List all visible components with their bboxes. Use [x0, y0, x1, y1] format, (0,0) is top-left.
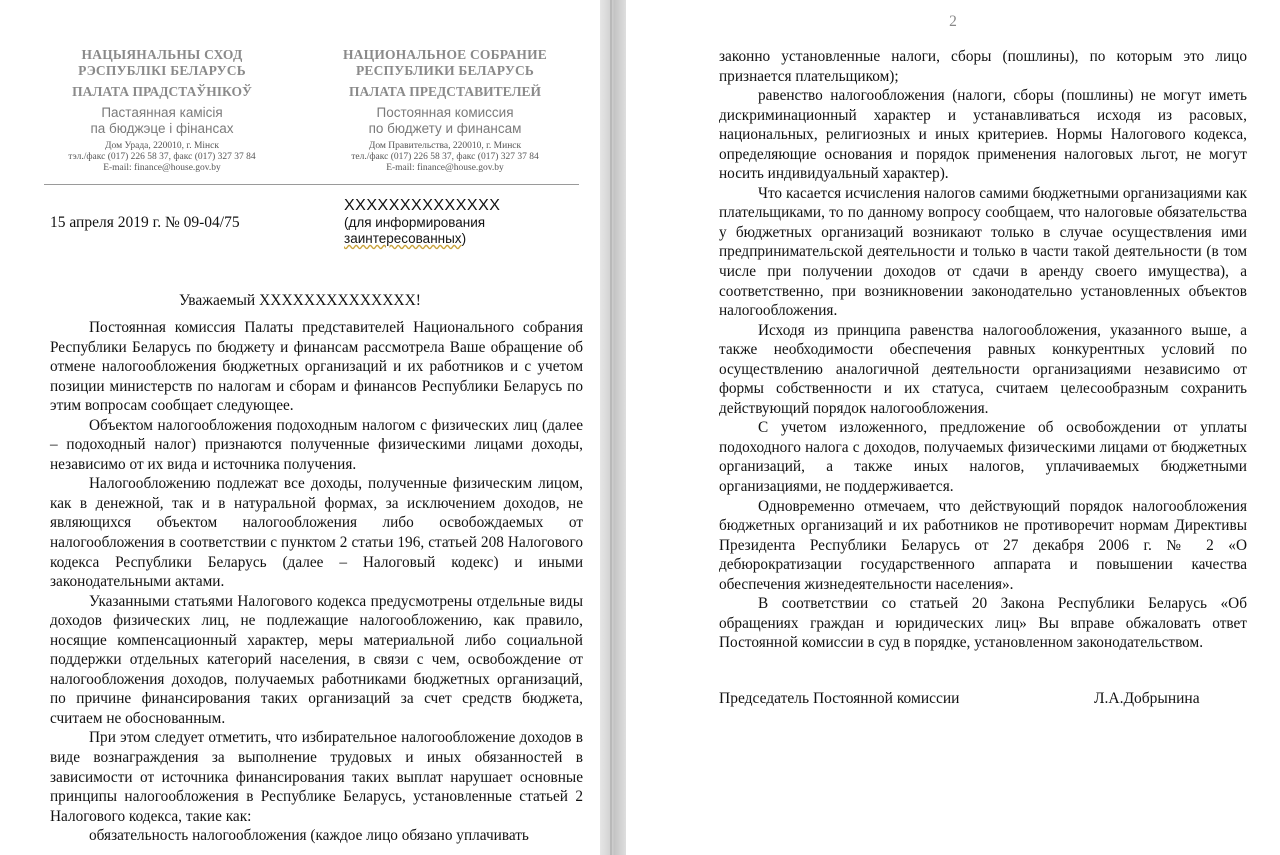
salutation: Уважаемый XXXXXXXXXXXXXX!	[179, 292, 421, 309]
paragraph: При этом следует отметить, что избирательное налогообложение доходов в виде вознаграждения за выполнение трудовых и иных обязанностей в зависимости от источника финансирования таких выплат нарушает основные принципы налогообложения в Республике Беларусь, установленные статьей 2 Налогового кодекса, такие как:	[50, 729, 583, 825]
paragraph: равенство налогообложения (налоги, сборы (пошлины) не могут иметь дискриминационный характер и устанавливаться исходя из расовых, национальных, религиозных и иных критериев. Нормы Налогового кодекса, определяющие основания и порядок применения налоговых льгот, не могут носить индивидуальный характер).	[719, 87, 1247, 183]
letterhead-divider	[44, 184, 579, 185]
paragraph: Исходя из принципа равенства налогообложения, указанного выше, а также необходимости обеспечения равных конкурентных условий по осуществлению аналогичной деятельности организациями независимо от формы собственности и их статуса, считаем целесообразным сохранить действующий порядок налогообложения.	[719, 321, 1247, 417]
addressee-note-line2: заинтересованных)	[344, 231, 467, 246]
letter-body-page2	[719, 47, 1247, 653]
org-name-line2: РЭСПУБЛІКІ БЕЛАРУСЬ	[78, 63, 246, 78]
addressee-block	[344, 197, 500, 247]
commission-line1: Пастаянная камісія	[101, 105, 223, 120]
address: Дом Правительства, 220010, г. Минск	[368, 141, 522, 151]
letterhead-russian	[320, 47, 570, 174]
addressee-name: XXXXXXXXXXXXXX	[344, 197, 501, 214]
org-name-line1: НАЦЫЯНАЛЬНЫ СХОД	[81, 47, 243, 62]
paragraph: Постоянная комиссия Палаты представителей Национального собрания Республики Беларусь по бюджету и финансам рассмотрела Ваше обращение об отмене налогообложения бюджетных организаций и их работников и с учетом позиции министерств по налогам и сборам и финансов Республики Беларусь по этим вопросам сообщает следующее.	[50, 319, 583, 415]
letter-date-number: 15 апреля 2019 г. № 09-04/75	[50, 214, 240, 231]
page-gutter	[600, 0, 626, 855]
paragraph: Налогообложению подлежат все доходы, полученные физическим лицом, как в денежной, так и в натуральной формах, за исключением доходов, не являющихся объектом налогообложения либо освобождаемых от налогообложения в соответствии с пунктом 2 статьи 196, статьей 208 Налогового кодекса Республики Беларусь (далее – Налоговый кодекс) и иными законодательными актами.	[50, 475, 583, 591]
paragraph: В соответствии со статьей 20 Закона Республики Беларусь «Об обращениях граждан и юридических лиц» Вы вправе обжаловать ответ Постоянной комиссии в суд в порядке, установленном законодательством.	[719, 595, 1247, 652]
commission-line1: Постоянная комиссия	[376, 105, 514, 120]
signatory-name: Л.А.Добрынина	[1094, 690, 1200, 707]
letter-body-page1	[50, 318, 583, 846]
letterhead-belarusian	[37, 47, 287, 174]
document-page-1	[0, 0, 600, 855]
chamber-name: ПАЛАТА ПРАДСТАЎНІКОЎ	[72, 84, 252, 99]
paragraph: Объектом налогообложения подоходным налогом с физических лиц (далее – подоходный налог) признаются полученные физическими лицами доходы, независимо от их вида и источника получения.	[50, 416, 583, 473]
paragraph: Одновременно отмечаем, что действующий порядок налогообложения бюджетных организаций и их работников не противоречит нормам Директивы Президента Республики Беларусь от 27 декабря 2006 г. № 2 «О дебюрократизации государственного аппарата и повышении качества обеспечения жизнедеятельности населения».	[719, 497, 1247, 593]
spellcheck-word: заинтересованных	[344, 231, 462, 246]
document-page-2	[626, 0, 1280, 855]
email: E-mail: finance@house.gov.by	[386, 163, 504, 173]
paragraph: обязательность налогообложения (каждое лицо обязано уплачивать	[89, 827, 529, 845]
page-number: 2	[949, 13, 957, 30]
paragraph: Указанными статьями Налогового кодекса предусмотрены отдельные виды доходов физических лиц, не подлежащие налогообложению, как правило, носящие компенсационный характер, меры материальной либо социальной поддержки отдельных категорий населения, в связи с чем, освобождение от налогообложения доходов, получаемых работниками бюджетных организаций, по причине финансирования таких организаций за счет средств бюджета, считаем не обоснованным.	[50, 592, 583, 727]
phone: тел./факс (017) 226 58 37, факс (017) 327 37 84	[351, 152, 539, 162]
chamber-name: ПАЛАТА ПРЕДСТАВИТЕЛЕЙ	[348, 84, 542, 99]
addressee-note-line1: (для информирования	[344, 215, 486, 230]
paragraph: Что касается исчисления налогов самими бюджетными организациями как плательщиками, то по данному вопросу сообщаем, что налоговые обязательства у бюджетных организаций возникают только в случае осуществления ими предпринимательской деятельности и только в части такой деятельности (в том числе при получении доходов от сдачи в аренду своего имущества), а соответственно, при возникновении законодательно установленных объектов налогообложения.	[719, 184, 1247, 320]
paragraph-continuation: законно установленные налоги, сборы (пошлины), по которым это лицо признается плательщиком);	[719, 48, 1247, 85]
org-name-line1: НАЦИОНАЛЬНОЕ СОБРАНИЕ	[342, 47, 548, 62]
signatory-position: Председатель Постоянной комиссии	[719, 690, 960, 707]
paragraph: С учетом изложенного, предложение об освобождении от уплаты подоходного налога с доходов, получаемых физическими лицами от бюджетных организаций, а также иных налогов, уплачиваемых бюджетными организациями, не поддерживается.	[719, 419, 1247, 496]
org-name-line2: РЕСПУБЛИКИ БЕЛАРУСЬ	[355, 63, 535, 78]
email: E-mail: finance@house.gov.by	[103, 163, 221, 173]
commission-line2: па бюджэце і фінансах	[90, 121, 234, 136]
phone: тэл./факс (017) 226 58 37, факс (017) 327 37 84	[68, 152, 256, 162]
address: Дом Урада, 220010, г. Мінск	[105, 141, 219, 151]
commission-line2: по бюджету и финансам	[368, 121, 522, 136]
